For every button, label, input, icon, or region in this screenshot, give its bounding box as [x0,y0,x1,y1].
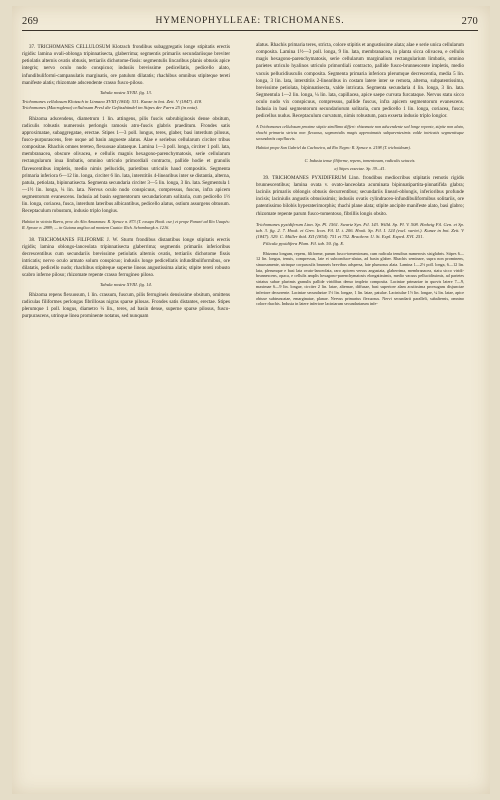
section-heading-c: C. Indusia tenue filiforme, repens, tomentosum, radiculis setaceis. [304,157,416,163]
species-37-description: 37. TRICHOMANES CELLULOSUM Klotzsch frondibus subaggregatis longe stipitatis erectis rigidis: lamina ovali-oblonga tripinnatisecta, glaberrima; segmentis primariis secundariisque breviter petiolatis alternis ovatis obtusis, tertiariis dichotome-fissis: segmentulis lincaribus planis obtusis apice integris; nervo oculo nudo conspicuo; indusiis brevissime pedicellatis, pedicello alato, infundibuliformi-campanulatis marginatis, ore patulum dilatatis; rhachibus omnibus stipiteque tereti manifeste alatis; rhizomate adscendente crasso fusco-piloso. [22,44,230,86]
species-38-body-continued: alatus. Rhachis primaria teres, stricta, colore stipitis et angustissime alata; alae e serie unica cellularum composita. Lamina 1½—3 poll. longa, 9 lin. lata, membranacea, in planta sicca olivacea, e cellulis magis hexagono-parenchymatosis, serie cellularum marginalium rectangularium limbatis, omnino parietes utriculo hyalinos utriculo primordiali contracto, pallide fusco-brunnescente impletis, medio vacuis pellucidiusculis composita. Segmenta primaria inferiora plerumque decrescentia, media 5 lin. longa, 3 lin. lata, interstitiis 2-linearibus in costam latere inter se remota, alterna, subpatentissima, brevissime petiolata, bipinnatisecta, valde intricata. Segmenta secundaria 4 lin. longa, 3 lin. lata. Segmentula 1—2 lin. longa, ¼ lin. lata, capillacea, apice saepe curvata furcataque. Nervus statu sicco oculo nudo vix conspicuus, compressus, pallide fuscus, infra apicem segmentorum evanescens. Indusia in basi segmentorum secundariorum solitaria, cum pedicello 1 lin. longa, coriacea, fusca; pedicellus nudus. Receptaculum curvatum, nimis robustum, para exserta indusio triplo longior. [256,42,464,120]
habitat-text: Habitat in vicinia Barra, prov. do Alto Amazonas: R. Spruce n. 873 (T. exsupo Hook. cur.) et prope Panuré ad Rio Uaupés: R. Spruce n. 2889; — in Guiana anglica ad montem Cuatia: Rich. Schomburgk n. 1216. [22,219,230,230]
running-header [22,14,478,28]
spacer [256,151,464,155]
species-37-plate: Tabula nostra XVIII. fig. 13. [99,89,153,95]
species-39-body: Rhizoma longum, repens, filiforme, parum fusco-tomentosum, cum radicula tenuibus numerosis sisiglabris. Stipes 6—12 lin. longus, tenuis, compressus, late et subconduce-alatus, ad basin glaber. Rhachis seminare, supra non prominens, sinuosamente, utrinque corpusculis brunneis brevibus adspersa, late plumosus alata. Lamina 1—2½ poll. longa, 6—12 lin. lata, plerumque e basi lata ovato-lanceolata, raro apicem versus angustata, glaberrima, membranacea, statu sicco viridi-brunnescens, opaca, e cellulis amplis hexagono-parenchymatosis elongatissimis, medio vacuus pellucidissimis, ad parietes striatus subae plurimis granulis pallide viridibus denso impleto composita. Laciniae primariae in quovis latere 7—9, maximae 6—9 lin. longae, circiter 2 lin. latae, alternae, diffusae, basi superiore alam acutissima prorsugans disjunctae inferiore decurrente. Laciniae secundariae 1½ lin. longae, 1 lin. latae, patulae. Laciniulae 1½ lin. longae, ¼ lin. latae, apice obtuse subtruncatae, emarginatae, planae. Nervus primarius flexuosus. Nervi secundarii paralleli, subalternis, omnino colore rhachis. Indusia in latere inferiore laciniarum secundariarum infe- [256,250,464,307]
habitat-text: Habitat prope San Gabriel da Cachoeira, ad Rio Negro: R. Spruce n. 2198 (T. trichoideum). [256,145,411,151]
synonym-line: Filicula pyxidifera Plum. Fil. tab. 50. fig. E. [263,240,345,246]
page-number-left: 269 [22,15,39,27]
synonym-line: Trichomanes cellulosum Klotzsch in Linnaea XVIII (1844). 531. Kunze in bot. Zeit. V (1847). 418. [22,99,203,105]
species-38-note [256,124,464,141]
spacer [22,231,230,235]
species-38-plate: Tabula nostra XVIII. fig. 14. [99,282,153,288]
note-text: A Trichomanes cellulosum proxime stipite simillimo differt: rhizomate non adscendente sed longe repente, stipite non alato, rhachi primaria stricta non flexuosa, segmentulis magis approximatis subparentesimis valde intricatis segmentisque secundariis capillaceis. [256,124,464,141]
species-38-description: 38. TRICHOMANES FILIFORME J. W. Sturm frondibus distantibus longe stipitatis erectis rigidis; lamina oblongo-lanceolata tripinnatisecta glaberrima; segmentis primariis inferioribus decrescentibus cum secundariis brevissime petiolatis alternis ovatis, tertiariis dichotome fissis intricatis; nervo oculo armato solum conspicuo; indusiis longe pedicellatis infundibuliformibus, ore dilatatis, pedicello nudo; rhachibus stipiteque superne lineas angustissima alatis; stipite tereti robusto scabro inferne piloso; rhizomate repente crasso ferrugineo piloso. [22,236,230,279]
running-title: HYMENOPHYLLEAE: TRICHOMANES. [155,16,345,26]
species-37-body: Rhizoma adscendens, diametrum 1 lin. attingens, pilis fuscis subrubiginosis dense obsitum, radiculis robustis numerosis perlongis ramosis atro-fuscis glabris praeditum. Frondes satis approximatae, subaggregatae, erectae. Stipes 1—3 poll. longus, teres, glaber, basi interdum pilosus, fusco-purpurascens, fere usque ad basin angueste alatus. Alae e seriebus cellularum circiter tribus compositae. Rhachis omnes tereteo, flexuosae alataeque. Lamina 1—3 poll. longa, circiter 1 poll. lata, membranacea, obscure olivacea, e cellulis magnis hexagono-parenchymatosis, serie cellularum rectangularum inua limbatis, omnino utriculo primordiali contracto, pallide hodie et granulis flavescentibus impletis, medio nimis pellucidis, parietibus utriculis haud compositis. Segmenta primaria inferiora 6—12 lin. longa, circiter 6 lin. lata, interstitiis 4-linearibus inter se distantia, alterna, patula, petiolata, bipinnatisecta. Segmenta secundaria circiter 3—5 lin. longa, 3 lin. lata. Segmentula 1—1½ lin. longa, ¼ lin. lata. Nervus oculo nudo conspicuus, compressus, fuscus, infra apicem segmentorum evanescens. Indusia ad basin segmentorum secundariorum solitaria, cum pedicello 1½ lin. longa, coriacea, fusca, interdum lateribus albicantibus, pedicello alatus, ostium assurgens obtusum. Receptaculum robustum, indusio triplo longius. [22,115,230,215]
synonym-line: Trichomanes pyxidiferum Linn. Sp. Pl. 1561. Swartz Syn. Fil. 143. Willd. Sp. Pl. V. 508. Hedwig Fil. Gen. et Sp. tab. 3. fig. 2. 7. Hook. et Grev. Icon. Fil. II. t. 206. Hook. Sp. Fil. I. 124 (excl. variet.). Kunze in bot. Zeit. V (1847). 329. C. Müller ibid. XII (1854). 751 et 752. Brackenr. U. St. Expl. Exped. XVI. 251. [256,221,464,240]
page-number-right: 270 [461,15,478,27]
species-37-synonyms [22,99,230,112]
right-column [256,42,464,784]
species-37-habitat [22,219,230,230]
species-38-body: Rhizoma repens flexuosum, 1 lin. crassum, fuscum, pilis ferrugineis densissime obsitum, omittens radiculas filiformes perlongas fibrillosas nigras sparse pilosas. Frondes satis distantes, erectae. Stipes plerumque 1 poll. longus, diametro ¼ lin., teres, ad basin dense, superne sparse pilosus, fusco-purpurascens, utrinque linea prominente notatus, sed nunquam [22,291,230,319]
subsection-heading-a: a) Stipes exsectae. Sp. 39—41. [334,166,386,172]
header-rule [22,30,478,31]
species-39-description: 39. TRICHOMANES PYXIDIFERUM Linn. frondibus mediocribus stipitatis remotis rigidis brunnescentibus; lamina ovata v. ovato-lanceolata acuminata bipinnatipartita-pinnatifida glabra; laciniis primariis oblongis obtusis decurrentibus; secundariis lineari-oblongis, inferioribus profunde incisis; laciniulis angustis obtusissimis; indusiis ovatis cylindraceo-infundibuliformibus solitariis, ore patentissimo bilobis hyperaterimorphis; rhachi plane alata; stipite ancipite manifeste alato, basi glabro; rhizomate repente parum fusco-tomentoso, fibrillis longis obsito. [256,174,464,217]
species-39-synonyms [256,222,464,247]
synonym-line: Trichomanes (Macroglena) cellulosum Presl die Gefässbündel im Stipes der Farrn 25 (in nota). [22,105,199,111]
left-column [22,42,230,784]
